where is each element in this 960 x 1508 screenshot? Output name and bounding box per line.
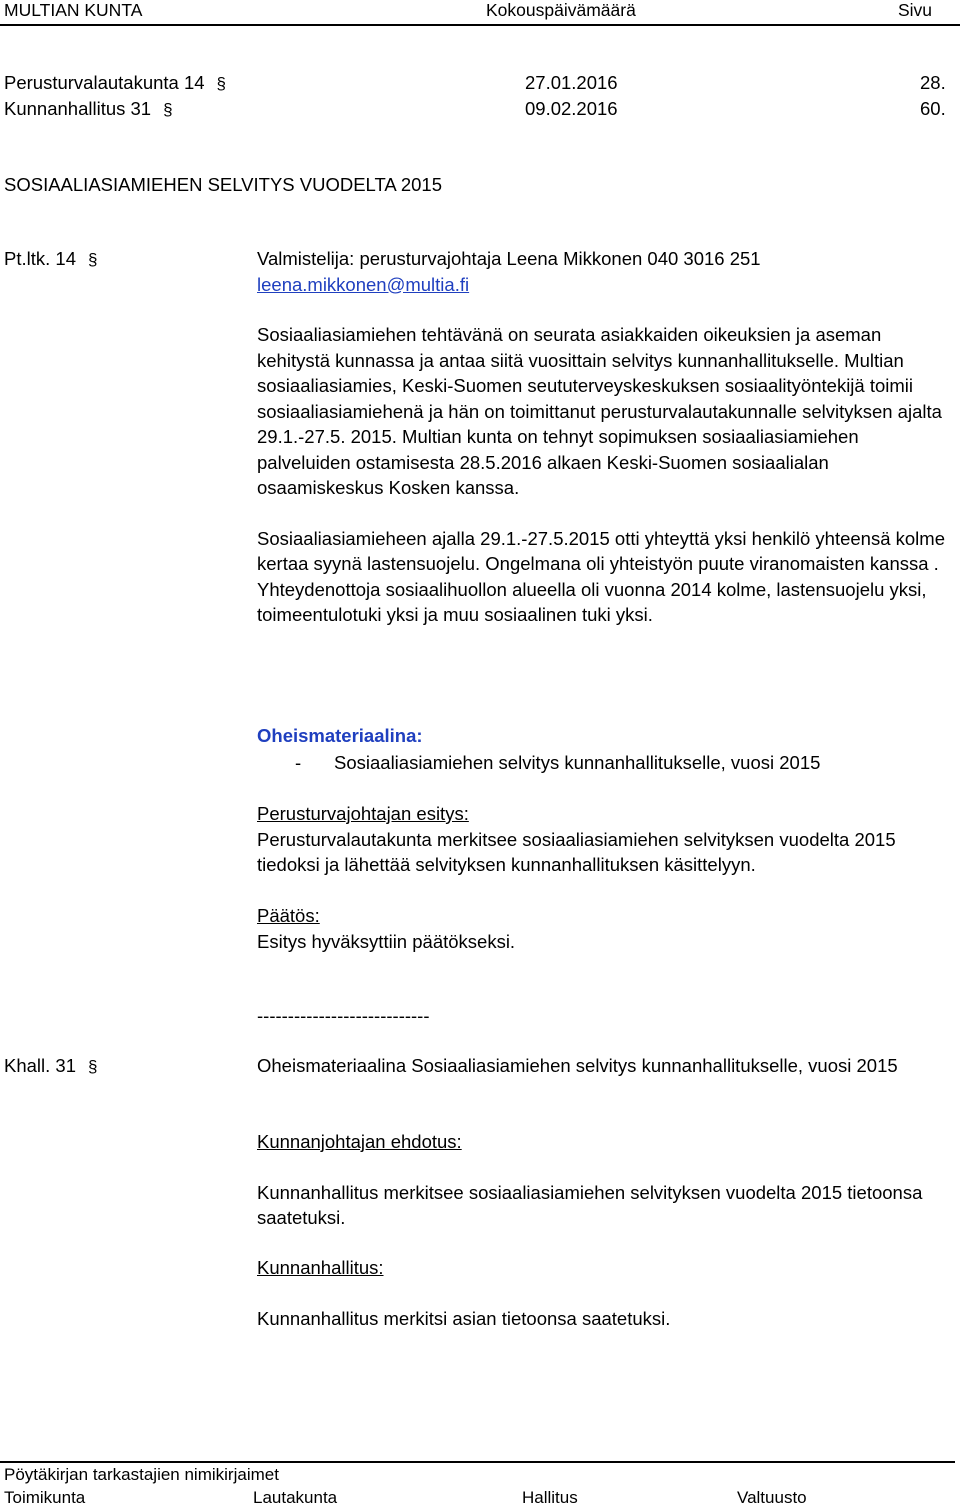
header-meeting-date-label: Kokouspäivämäärä xyxy=(486,0,636,20)
footer-col-valtuusto: Valtuusto xyxy=(737,1488,807,1507)
meeting-row-khall xyxy=(4,96,173,123)
section-sign: § xyxy=(87,250,98,269)
meeting-body: Perusturvalautakunta 14 xyxy=(4,72,205,93)
meeting-page: 28. xyxy=(920,72,946,93)
ptltk-number: Pt.ltk. 14 xyxy=(4,248,76,269)
decision-section xyxy=(257,903,957,954)
meeting-body: Kunnanhallitus 31 xyxy=(4,98,152,119)
khall-proposal-text: Kunnanhallitus merkitsee sosiaaliasiamiehen selvityksen vuodelta 2015 tietoonsa saatetuksi. xyxy=(257,1181,923,1228)
decision-text: Esitys hyväksyttiin päätökseksi. xyxy=(257,930,516,952)
footer-signature-label: Pöytäkirjan tarkastajien nimikirjaimet xyxy=(4,1465,279,1484)
footer-divider xyxy=(0,1461,955,1463)
header-divider xyxy=(0,24,960,26)
meeting-date: 27.01.2016 xyxy=(525,72,618,93)
khall-intro: Oheismateriaalina Sosiaaliasiamiehen selvitys kunnanhallitukselle, vuosi 2015 xyxy=(257,1055,898,1076)
proposal-text: Perusturvalautakunta merkitsee sosiaaliasiamiehen selvityksen vuodelta 2015 tiedoksi ja lähettää selvityksen kunnanhallituksen käsittelyyn. xyxy=(257,828,896,875)
footer-col-hallitus: Hallitus xyxy=(522,1488,578,1507)
khall-proposal-section xyxy=(257,1129,957,1231)
footer-col-toimikunta: Toimikunta xyxy=(4,1488,86,1507)
proposal-section xyxy=(257,801,957,878)
attachment-item: Sosiaaliasiamiehen selvitys kunnanhallitukselle, vuosi 2015 xyxy=(334,752,821,773)
khall-decision-section xyxy=(257,1255,957,1331)
khall-decision-heading: Kunnanhallitus: xyxy=(257,1257,384,1278)
proposal-heading: Perusturvajohtajan esitys: xyxy=(257,803,469,824)
khall-number: Khall. 31 xyxy=(4,1055,76,1076)
paragraph-3: Yhteydenottoja sosiaalihuollon alueella oli vuonna 2014 kolme, lastensuojelu yksi, toimeentulotuki yksi ja muu sosiaalinen tuki yksi. xyxy=(257,578,927,625)
document-title: SOSIAALIASIAMIEHEN SELVITYS VUODELTA 2015 xyxy=(4,174,443,195)
attachment-bullet: - xyxy=(295,752,302,773)
section-sign: § xyxy=(88,1057,98,1076)
email-link[interactable]: leena.mikkonen@multia.fi xyxy=(257,273,470,295)
footer-col-lautakunta: Lautakunta xyxy=(253,1488,338,1507)
khall-proposal-heading: Kunnanjohtajan ehdotus: xyxy=(257,1131,462,1152)
ptltk-label xyxy=(4,246,97,273)
attachments-heading: Oheismateriaalina: xyxy=(257,725,423,746)
section-separator: ---------------------------- xyxy=(257,1005,430,1026)
khall-decision-text: Kunnanhallitus merkitsi asian tietoonsa saatetuksi. xyxy=(257,1307,671,1329)
paragraph-2: Sosiaaliasiamieheen ajalla 29.1.-27.5.2015 otti yhteyttä yksi henkilö yhteensä kolme kertaa syynä lastensuojelu. Ongelmana oli yhteistyön puute viranomaisten kanssa . xyxy=(257,527,945,574)
decision-heading: Päätös: xyxy=(257,905,320,926)
section-sign: § xyxy=(163,100,173,119)
meeting-date: 09.02.2016 xyxy=(525,98,618,119)
section-sign: § xyxy=(216,74,227,93)
header-municipality: MULTIAN KUNTA xyxy=(4,0,143,20)
ptltk-body xyxy=(257,246,957,628)
meeting-page: 60. xyxy=(920,98,946,119)
paragraph-1: Sosiaaliasiamiehen tehtävänä on seurata asiakkaiden oikeuksien ja aseman kehitystä kunnassa ja antaa siitä vuosittain selvitys kunnanhallitukselle. Multian sosiaaliasiamies, Keski-Suomen seututerveyskeskuksen sosiaalityöntekijä toimii sosiaaliasiamiehenä ja hän on toimittanut perusturvalautakunnalle selvityksen ajalta 29.1.-27.5. 2015. Multian kunta on tehnyt sopimuksen sosiaaliasiamiehen palveluiden ostamisesta 28.5.2016 alkaen Keski-Suomen sosiaalialan osaamiskeskus Kosken kanssa. xyxy=(257,324,942,498)
khall-label xyxy=(4,1053,97,1080)
header-page-label: Sivu xyxy=(898,0,933,20)
meeting-row-ptltk xyxy=(4,70,226,97)
preparer-line: Valmistelija: perusturvajohtaja Leena Mikkonen 040 3016 251 xyxy=(257,248,761,269)
